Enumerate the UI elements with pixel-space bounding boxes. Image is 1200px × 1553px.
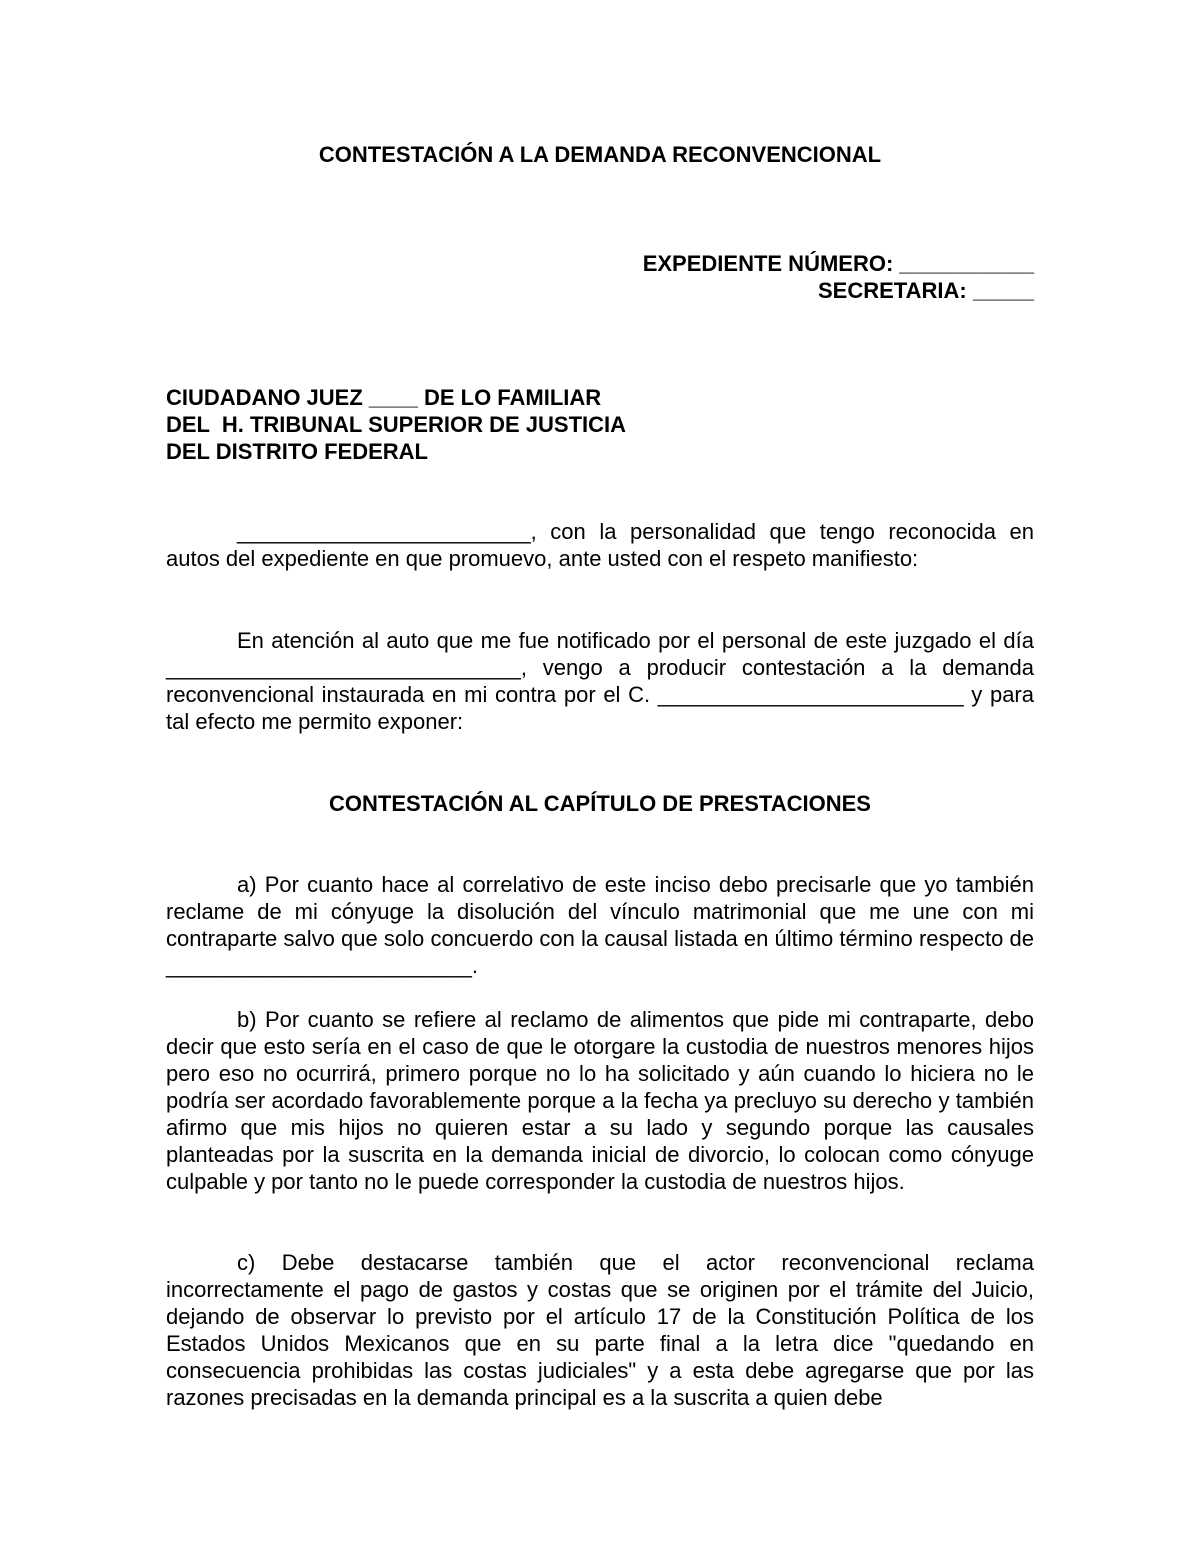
section-paragraph-a: a) Por cuanto hace al correlativo de este inciso debo precisarle que yo también reclame de mi cónyuge la disolución del vínculo matrimonial que me une con mi contraparte salvo que solo concuerdo con la causal listada en último término respecto de _________________________.	[166, 872, 1034, 978]
expediente-line: EXPEDIENTE NÚMERO: ___________	[642, 251, 1034, 276]
notification-paragraph: En atención al auto que me fue notificado por el personal de este juzgado el día _____________________________, vengo a producir contestación a la demanda reconvencional instaurada en mi contra por el C. _________________________ y para tal efecto me permito exponer:	[166, 628, 1034, 734]
document-title: CONTESTACIÓN A LA DEMANDA RECONVENCIONAL	[318, 142, 882, 167]
addressee-line: CIUDADANO JUEZ ____ DE LO FAMILIAR	[166, 385, 602, 410]
section-paragraph-c: c) Debe destacarse también que el actor reconvencional reclama incorrectamente el pago de gastos y costas que se originen por el trámite del Juicio, dejando de observar lo previsto por el artículo 17 de la Constitución Política de los Estados Unidos Mexicanos que en su parte final a la letra dice "quedando en consecuencia prohibidas las costas judiciales" y a esta debe agregarse que por las razones precisadas en la demanda principal es a la suscrita a quien debe	[166, 1250, 1034, 1410]
section-paragraph-b: b) Por cuanto se refiere al reclamo de alimentos que pide mi contraparte, debo decir que esto sería en el caso de que le otorgare la custodia de nuestros menores hijos pero eso no ocurrirá, primero porque no lo ha solicitado y aún cuando lo hiciera no le podría ser acordado favorablemente porque a la fecha ya precluyo su derecho y también afirmo que mis hijos no quieren estar a su lado y segundo porque las causales planteadas por la suscrita en la demanda inicial de divorcio, lo colocan como cónyuge culpable y por tanto no le puede corresponder la custodia de nuestros hijos.	[166, 1007, 1034, 1194]
intro-paragraph: ________________________, con la personalidad que tengo reconocida en autos del expediente en que promuevo, ante usted con el respeto manifiesto:	[166, 519, 1034, 571]
addressee-line: DEL DISTRITO FEDERAL	[166, 439, 428, 464]
addressee-block	[166, 384, 626, 465]
document-page	[166, 0, 1034, 1553]
section-title: CONTESTACIÓN AL CAPÍTULO DE PRESTACIONES	[329, 791, 871, 816]
secretaria-line: SECRETARIA: _____	[818, 278, 1034, 303]
case-reference-block	[643, 250, 1034, 304]
addressee-line: DEL H. TRIBUNAL SUPERIOR DE JUSTICIA	[166, 412, 627, 437]
